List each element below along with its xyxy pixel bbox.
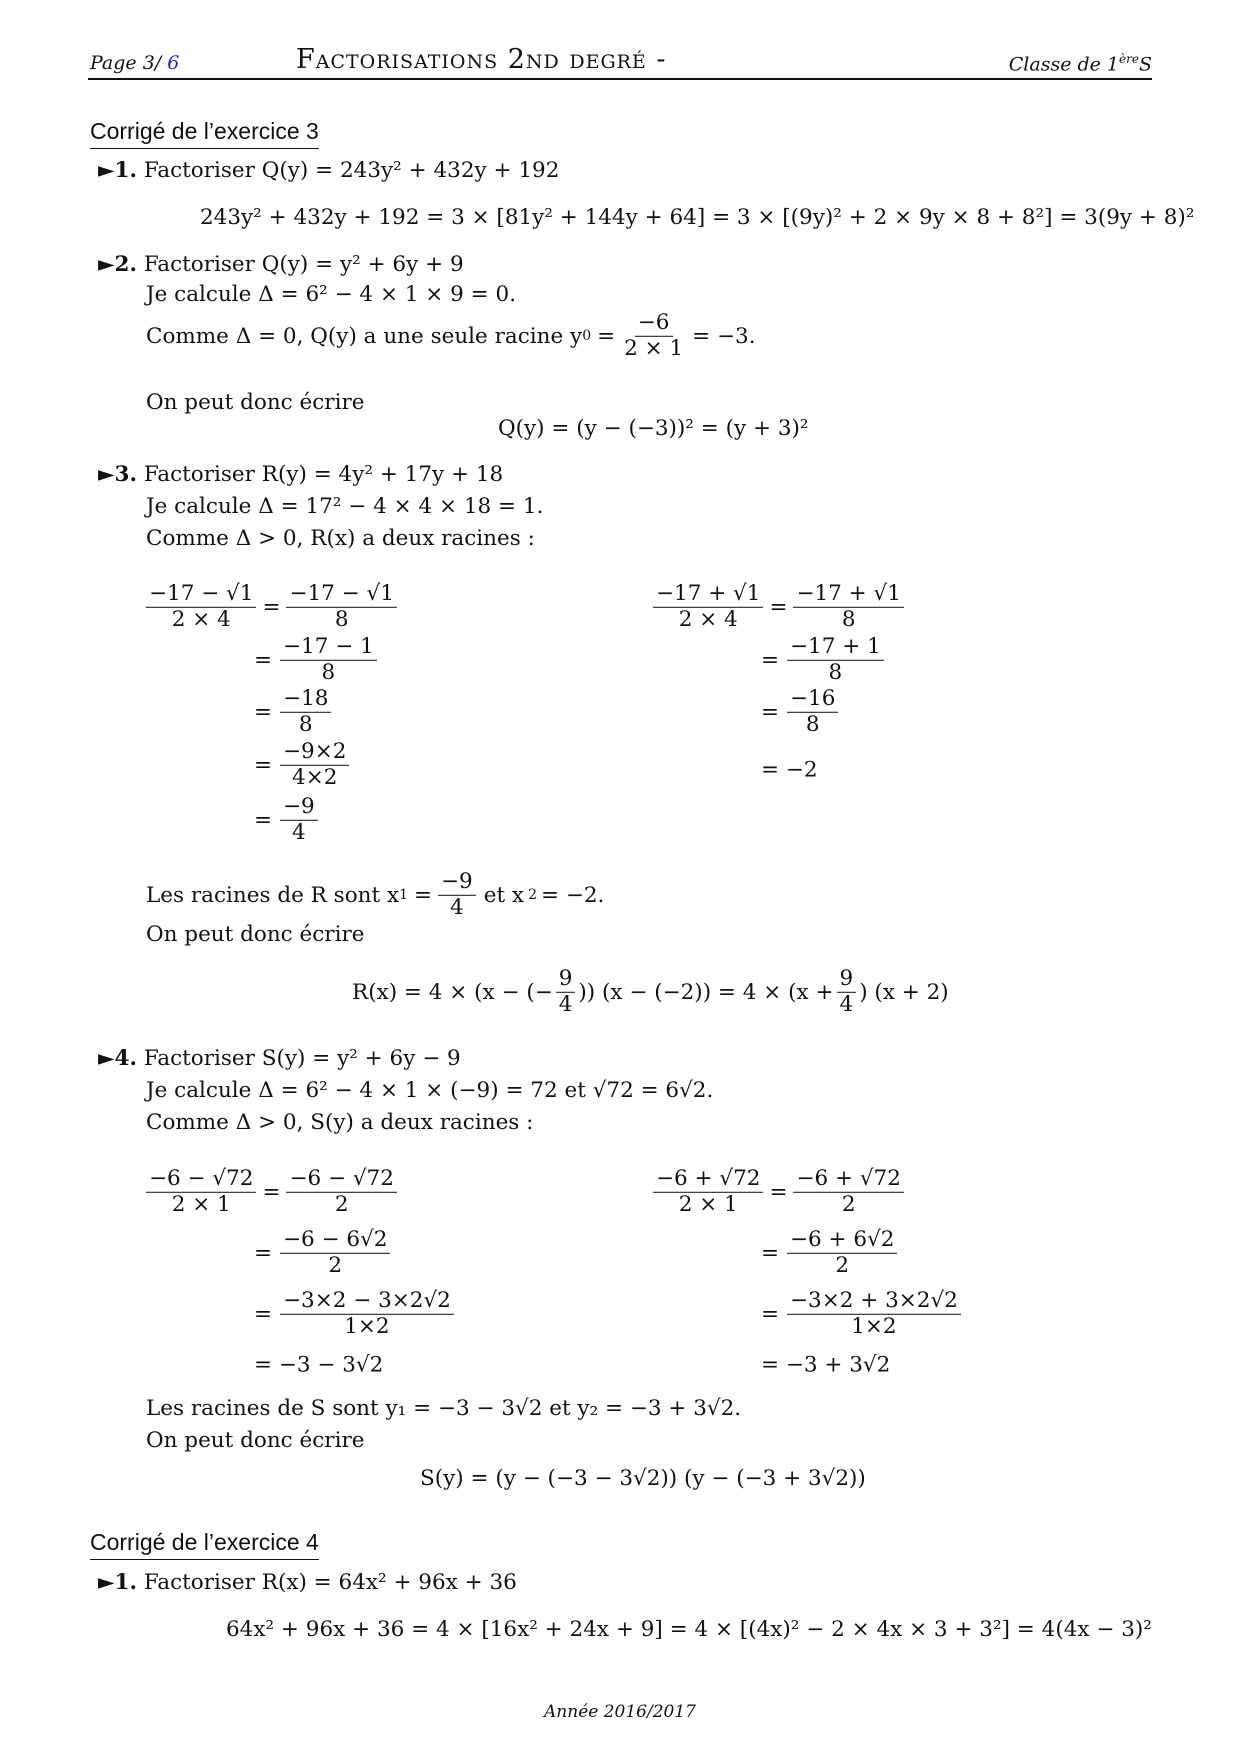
exercise-4-heading: Corrigé de l’exercice 4 — [90, 1529, 319, 1560]
total-pages-link[interactable]: 6 — [167, 52, 180, 74]
ex3-q3-display: R(x) = 4 × (x − (− $\frac{9}{4}$ )) (x − (−2)) = 4 × (x + $\frac{9}{4}$ ) (x + 2) — [352, 965, 949, 1017]
ex3-q2-delta: Je calcule Δ = 6² − 4 × 1 × 9 = 0. — [146, 282, 517, 307]
ex3-q4-write: On peut donc écrire — [146, 1428, 365, 1453]
derivation-step: $\frac{-17 - √1}{2 \times 4}$ = $\frac{-17 - √1}{8}$ — [146, 582, 397, 632]
derivation-step: = −2 — [761, 757, 818, 783]
ex3-q4-display: S(y) = (y − (−3 − 3√2)) (y − (−3 + 3√2)) — [420, 1466, 866, 1491]
ex3-q2-root: Comme Δ = 0, Q(y) a une seule racine y 0 = $\frac{-6}{2 \times 1}$ = −3. — [146, 309, 756, 361]
derivation-step: $\frac{-6 - √72}{2 \times 1}$ = $\frac{-6 - √72}{2}$ — [146, 1167, 397, 1217]
ex3-q3-write: On peut donc écrire — [146, 922, 365, 947]
ex3-q4: ►4. Factoriser S(y) = y² + 6y − 9 — [98, 1046, 461, 1071]
ex3-q2-write: On peut donc écrire — [146, 390, 365, 415]
ex4-q1-display: 64x² + 96x + 36 = 4 × [16x² + 24x + 9] = 4 × [(4x)² − 2 × 4x × 3 + 3²] = 4(4x − 3)² — [226, 1617, 1152, 1642]
footer-year: Année 2016/2017 — [544, 1702, 696, 1722]
ex3-q4-roots: Les racines de S sont y₁ = −3 − 3√2 et y₂ = −3 + 3√2. — [146, 1396, 742, 1421]
derivation-step: = $\frac{-18}{8}$ — [254, 687, 331, 737]
ex4-q1: ►1. Factoriser R(x) = 64x² + 96x + 36 — [98, 1570, 517, 1595]
ex3-q2: ►2. Factoriser Q(y) = y² + 6y + 9 — [98, 252, 464, 277]
derivation-step: = −3 + 3√2 — [761, 1352, 891, 1378]
document-title: Factorisations 2nd degré - — [296, 44, 667, 75]
derivation-step: $\frac{-6 + √72}{2 \times 1}$ = $\frac{-6 + √72}{2}$ — [653, 1167, 904, 1217]
derivation-step: = $\frac{-16}{8}$ — [761, 687, 838, 737]
ex3-q3-roots: Les racines de R sont x 1 = $\frac{-9}{4}$ et x 2 = −2. — [146, 868, 605, 920]
derivation-step: $\frac{-17 + √1}{2 \times 4}$ = $\frac{-17 + √1}{8}$ — [653, 582, 904, 632]
derivation-step: = −3 − 3√2 — [254, 1352, 384, 1378]
page-number: Page 3/ 6 — [90, 52, 180, 74]
ex3-q1-display: 243y² + 432y + 192 = 3 × [81y² + 144y + 64] = 3 × [(9y)² + 2 × 9y × 8 + 8²] = 3(9y + 8)² — [200, 205, 1195, 230]
exercise-3-heading: Corrigé de l’exercice 3 — [90, 118, 319, 149]
derivation-step: = $\frac{-6 - 6√2}{2}$ — [254, 1228, 390, 1278]
class-label: Classe de 1èreS — [1008, 52, 1152, 76]
ex3-q3: ►3. Factoriser R(y) = 4y² + 17y + 18 — [98, 462, 504, 487]
derivation-step: = $\frac{-3\times 2 + 3\times 2√2}{1\times 2}$ — [761, 1289, 961, 1339]
derivation-step: = $\frac{-9}{4}$ — [254, 795, 318, 845]
derivation-step: = $\frac{-6 + 6√2}{2}$ — [761, 1228, 897, 1278]
header-rule — [88, 78, 1152, 80]
derivation-step: = $\frac{-17 - 1}{8}$ — [254, 635, 377, 685]
ex3-q4-two-roots: Comme Δ > 0, S(y) a deux racines : — [146, 1110, 534, 1135]
ex3-q2-display: Q(y) = (y − (−3))² = (y + 3)² — [498, 416, 809, 441]
ex3-q3-two-roots: Comme Δ > 0, R(x) a deux racines : — [146, 526, 535, 551]
ex3-q1: ►1. Factoriser Q(y) = 243y² + 432y + 192 — [98, 158, 560, 183]
ex3-q3-delta: Je calcule Δ = 17² − 4 × 4 × 18 = 1. — [146, 494, 544, 519]
derivation-step: = $\frac{-3\times 2 - 3\times 2√2}{1\times 2}$ — [254, 1289, 454, 1339]
root-fraction: $\frac{-6}{2 \times 1}$ — [624, 309, 684, 361]
ex3-q4-delta: Je calcule Δ = 6² − 4 × 1 × (−9) = 72 et √72 = 6√2. — [146, 1078, 714, 1103]
derivation-step: = $\frac{-17 + 1}{8}$ — [761, 635, 884, 685]
derivation-step: = $\frac{-9\times 2}{4\times 2}$ — [254, 740, 349, 790]
